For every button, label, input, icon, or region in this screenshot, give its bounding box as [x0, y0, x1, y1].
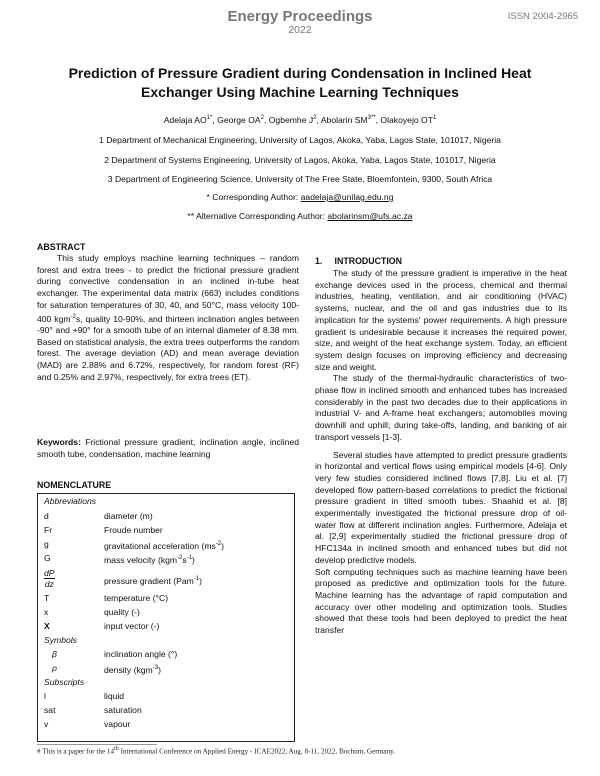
paper-title: [40, 64, 560, 102]
nomenclature-category: [38, 634, 294, 646]
nomenclature-symbol: β: [52, 649, 57, 659]
nomenclature-row: [38, 606, 294, 618]
nomenclature-symbol: x: [44, 607, 49, 617]
intro-paragraph-2: The study of the thermal-hydraulic characteristics of two-phase flow in inclined smooth and enhanced tubes has increased considerably in the past two decades due to their applications in industrial V- and A-frame heat exchangers; automobiles moving downhill and uphill; during take-offs, landing, and banking of air transport vessels [1-3].: [315, 373, 567, 442]
footnote-rule: [37, 744, 157, 745]
nomenclature-category: [38, 495, 294, 507]
nomenclature-category-label: Subscripts: [44, 677, 85, 687]
paper-title-line-1: Prediction of Pressure Gradient during Condensation in Inclined Heat: [68, 65, 532, 81]
nomenclature-description: temperature (°C): [104, 593, 169, 603]
nomenclature-category-label: Abbreviations: [44, 496, 97, 506]
nomenclature-symbol: sat: [44, 705, 56, 715]
nomenclature-symbol: Fr: [44, 525, 53, 535]
nomenclature-category-label: Symbols: [44, 635, 77, 645]
nomenclature-description: input vector (-): [104, 621, 160, 631]
nomenclature-row: [38, 662, 294, 674]
nomenclature-row: [38, 552, 294, 564]
nomenclature-table: [37, 493, 295, 742]
introduction-heading: 1. INTRODUCTION: [315, 256, 402, 266]
nomenclature-description: pressure gradient (Pam$^{-1}$): [104, 575, 203, 586]
nomenclature-row: [38, 524, 294, 536]
author-list: [20, 113, 580, 126]
affiliation-2: 2 Department of Systems Engineering, University of Lagos, Akoka, Yaba, Lagos State, 101017, Nigeria: [104, 155, 496, 165]
nomenclature-category: [38, 676, 294, 688]
nomenclature-row: [38, 592, 294, 604]
alt-corresponding-author-label: ** Alternative Corresponding Author:: [187, 211, 328, 221]
nomenclature-symbol: $\frac{dP}{dz}$: [44, 568, 55, 589]
nomenclature-description: liquid: [104, 691, 125, 701]
intro-paragraph-4: Soft computing techniques such as machine learning have been proposed as predictive and optimization tools for the future. Machine learning has the advantage of rapid computation and accuracy over other modeling and optimization tools. Studies showed that these tools had been deployed to predict the heat transfer: [315, 566, 567, 636]
nomenclature-symbol: l: [44, 691, 46, 701]
nomenclature-row: [38, 620, 294, 632]
nomenclature-row: [38, 510, 294, 522]
nomenclature-row: [38, 704, 294, 716]
nomenclature-heading: NOMENCLATURE: [37, 480, 112, 490]
nomenclature-symbol: g: [44, 539, 49, 549]
paper-title-line-2: Exchanger Using Machine Learning Techniques: [141, 84, 459, 100]
keywords-label: Keywords:: [37, 437, 81, 447]
corresponding-author-email[interactable]: aadelaja@unilag.edu.ng: [300, 192, 394, 202]
nomenclature-symbol: X: [44, 621, 50, 631]
nomenclature-symbol: T: [44, 593, 50, 603]
issn-label: ISSN 2004-2965: [507, 11, 578, 22]
nomenclature-description: vapour: [104, 719, 131, 729]
intro-paragraph-1: The study of the pressure gradient is imperative in the heat exchange devices used in the process, chemical and thermal industries, heating, ventilation, and air conditioning (HVAC) systems, nuclear, and the oil and gas industries due to its implication for the systems' power requirements. A high pressure gradient is undesirable because it increases the required power, size, and weight of the heat exchange system. Today, an efficient system design focuses on improving efficiency and decreasing size and weight.: [315, 268, 567, 372]
journal-year: 2022: [288, 24, 312, 36]
journal-name: Energy Proceedings: [227, 8, 373, 25]
nomenclature-row: [38, 538, 294, 550]
nomenclature-description: density (kgm$^{-3}$): [104, 664, 161, 675]
nomenclature-row: [38, 568, 294, 590]
nomenclature-description: inclination angle (°): [104, 649, 178, 659]
alt-corresponding-author-email[interactable]: abolarinsm@ufs.ac.za: [327, 211, 413, 221]
nomenclature-symbol: d: [44, 511, 49, 521]
corresponding-author-label: * Corresponding Author:: [206, 192, 301, 202]
nomenclature-row: [38, 690, 294, 702]
footnote: # This is a paper for the 14th International Conference on Applied Energy - ICAE2022, Aug. 8-11, 2022, Bochum, Germany.: [37, 746, 395, 756]
abstract-heading: ABSTRACT: [37, 242, 86, 252]
nomenclature-symbol: G: [44, 553, 51, 563]
nomenclature-description: diameter (m): [104, 511, 153, 521]
nomenclature-symbol: ρ: [52, 663, 57, 673]
introduction-body: [315, 268, 567, 637]
nomenclature-description: saturation: [104, 705, 142, 715]
nomenclature-description: gravitational acceleration $(ms^{-2})$: [104, 540, 224, 551]
nomenclature-description: mass velocity $(kgm^{-2}s^{-1})$: [104, 554, 195, 565]
intro-paragraph-3: Several studies have attempted to predict pressure gradients in horizontal and vertical flows using empirical models [4-6]. Only very few studies considered inclined flows [7,8]. Liu et al. [7] developed flow pattern-based correlations to predict the frictional pressure gradient in tilted smooth tubes. Shaahid et al. [8] experimentally investigated the frictional pressure drop of oil-water flow at different inclination angles. Furthermore, Adelaja et al. [2,9] experimentally studied the frictional pressure drop of HFC134a in inclined smooth and enhanced tubes but did not develop predictive models.: [315, 449, 567, 565]
keywords-text: Frictional pressure gradient, inclination angle, inclined smooth tube, condensation, machine learning: [37, 437, 299, 459]
nomenclature-row: [38, 718, 294, 730]
alternative-corresponding-author: [20, 211, 580, 222]
nomenclature-row: [38, 648, 294, 660]
nomenclature-description: quality (-): [104, 607, 140, 617]
nomenclature-symbol: v: [44, 719, 49, 729]
nomenclature-description: Froude number: [104, 525, 163, 535]
author-list-text: Adelaja $AO^{1*}$, George $OA^2$, Ogbemhe $J^2$, Abolarin $SM^{3**}$, Olakoyejo $OT^1$: [163, 114, 437, 125]
affiliation-1: 1 Department of Mechanical Engineering, University of Lagos, Akoka, Yaba, Lagos State, 101017, Nigeria: [99, 135, 501, 145]
affiliation-3: 3 Department of Engineering Science, University of The Free State, Bloemfontein, 9300, South Africa: [107, 174, 493, 184]
abstract-body: [37, 253, 299, 384]
corresponding-author: [20, 192, 580, 203]
abstract-text: This study employs machine learning techniques – random forest and extra trees - to predict the frictional pressure gradient during convective condensation in an inclined in-tube heat exchanger. The experimental data matrix (663) includes conditions for saturation temperatures of 30, 40, and 50°C, mass velocity 100-400 kgm$^{-2}$s, quality 10-90%, and thirteen inclination angles between -90° and +90° for a smooth tube of an internal diameter of 8.38 mm. Based on statistical analysis, the extra trees outperforms the random forest. The average deviation (AD) and mean average deviation (MAD) are 2.88% and 6.72%, respectively, for random forest (RF) and 0.25% and 2.97%, respectively, for extra trees (ET).: [37, 253, 299, 382]
keywords: [37, 437, 299, 460]
